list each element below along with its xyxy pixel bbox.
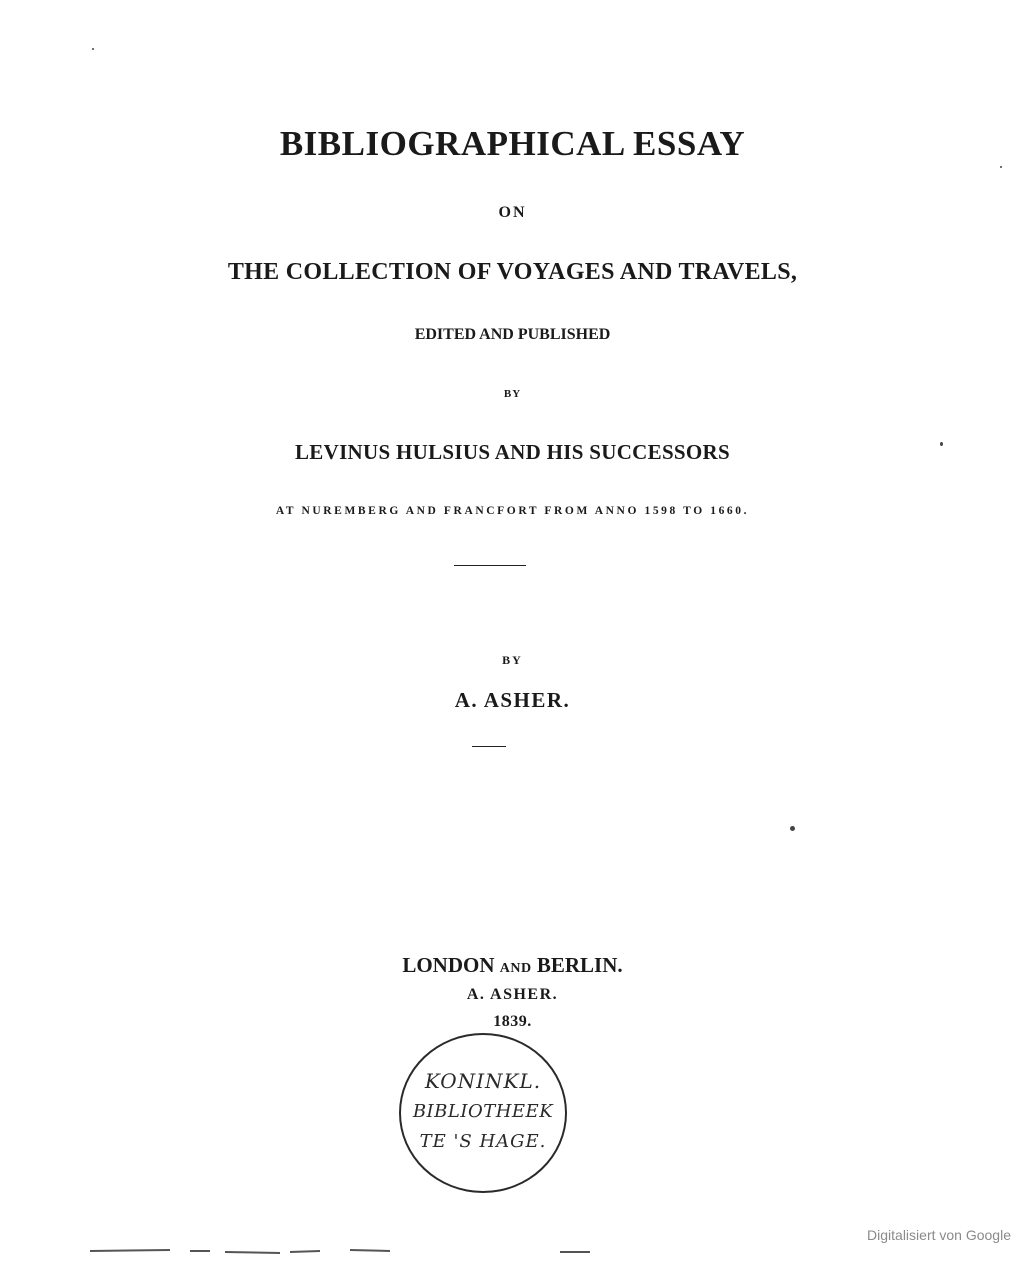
by-line-author: BY [502,653,523,667]
by-line-editors: BY [503,388,522,400]
imprint-city-london: LONDON [402,953,495,977]
scan-speck [92,48,94,50]
decorative-rule-lower [472,746,506,747]
title-connector-on: ON [498,204,527,221]
imprint-cities [0,953,1025,978]
google-watermark: Digitalisiert von Google [867,1227,1011,1243]
imprint-city-berlin: BERLIN. [536,953,623,977]
editors-line: LEVINUS HULSIUS AND HIS SUCCESSORS [294,440,730,464]
stamp-line-2: BIBLIOTHEEK [412,1101,554,1122]
author-name: A. ASHER. [454,688,571,712]
decorative-rule-upper [454,565,526,566]
stamp-line-3: TE 'S HAGE. [419,1131,547,1152]
scan-speck [790,826,795,831]
book-title: BIBLIOGRAPHICAL ESSAY [279,124,746,163]
scan-speck [940,442,943,446]
imprint-publisher: A. ASHER. [466,986,559,1003]
stamp-line-1: KONINKL. [424,1069,542,1093]
scan-speck [1000,166,1002,168]
scan-edge-artifact [90,1246,590,1256]
book-subject: THE COLLECTION OF VOYAGES AND TRAVELS, [227,259,798,285]
imprint-year: 1839. [493,1013,532,1030]
library-stamp [399,1033,567,1193]
place-dates-line: AT NUREMBERG AND FRANCFORT FROM ANNO 1598 TO 1660. [275,505,750,517]
edited-published-line: EDITED AND PUBLISHED [414,326,611,343]
imprint-conjunction: AND [499,961,532,976]
